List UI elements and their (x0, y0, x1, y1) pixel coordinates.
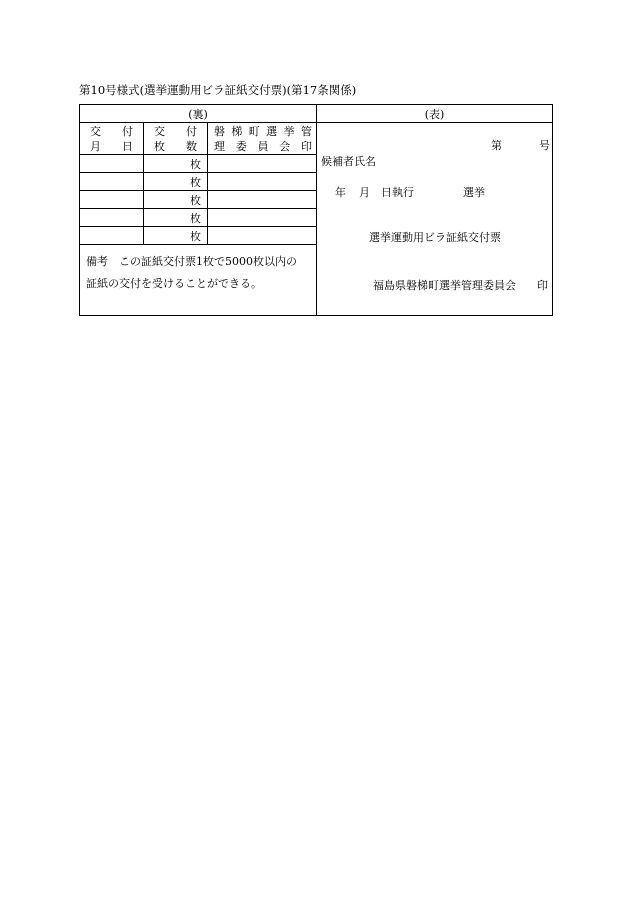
sheet-count-cell: 枚 (144, 191, 208, 209)
date-month: 月 (359, 186, 370, 199)
ticket-name: 選挙運動用ビラ証紙交付票 (369, 231, 501, 244)
candidate-name-label: 候補者氏名 (321, 155, 376, 168)
sheet-count-cell: 枚 (144, 173, 208, 191)
delivery-count-header: 交 付 枚 数 (144, 123, 208, 155)
remark-line: 証紙の交付を受けることができる。 (86, 277, 262, 290)
front-header: (表) (317, 105, 553, 123)
form-title: 第10号様式(選挙運動用ビラ証紙交付票)(第17条関係) (79, 83, 357, 97)
remark-note (80, 245, 317, 316)
ticket-form (79, 104, 553, 316)
date-year: 年 (335, 186, 346, 199)
back-header: (裏) (80, 105, 317, 123)
sheet-count-cell: 枚 (144, 227, 208, 245)
committee-seal-header: 磐 梯 町 選 挙 管 理 委 員 会 印 (208, 123, 317, 155)
date-day-executed: 日執行 (381, 186, 414, 199)
sheet-count-cell: 枚 (144, 209, 208, 227)
number-suffix: 号 (539, 139, 550, 152)
issuer-name: 福島県磐梯町選挙管理委員会 (373, 279, 516, 292)
sheet-count-cell: 枚 (144, 155, 208, 173)
election-label: 選挙 (463, 186, 485, 199)
seal-mark: 印 (537, 279, 548, 292)
delivery-date-header: 交 付 月 日 (80, 123, 144, 155)
number-prefix: 第 (491, 139, 502, 152)
front-side (317, 123, 553, 316)
remark-line: 備考 この証紙交付票1枚で5000枚以内の (86, 255, 297, 268)
